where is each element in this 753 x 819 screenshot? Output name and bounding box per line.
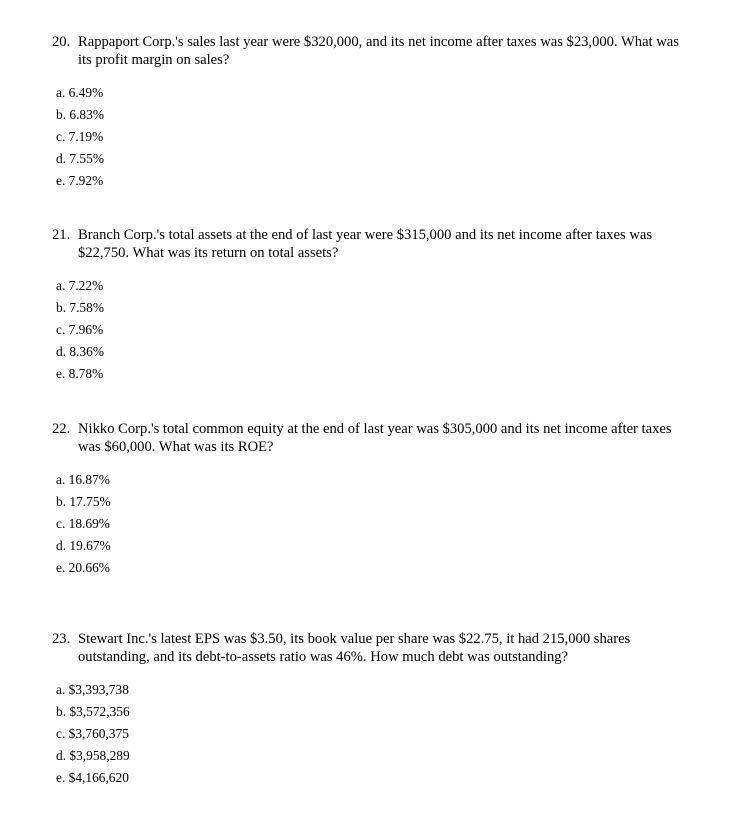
question-21 (52, 226, 692, 385)
choice-23-c: c. $3,760,375 (56, 726, 129, 741)
question-23-text-block (52, 630, 692, 666)
choice-20-b: b. 6.83% (56, 107, 104, 122)
choice-20-e: e. 7.92% (56, 173, 104, 188)
question-21-number: 21. (52, 227, 71, 243)
choice-20-a: a. 6.49% (56, 85, 104, 100)
choice-23-e: e. $4,166,620 (56, 770, 129, 785)
question-22-number: 22. (52, 421, 71, 437)
choice-22-b: b. 17.75% (56, 494, 111, 509)
question-20-text-block (52, 33, 692, 69)
question-23-prompt: Stewart Inc.'s latest EPS was $3.50, its book value per share was $22.75, it had 215,000 shares outstanding, and its debt-to-assets ratio was 46%. How much debt was outstanding? (78, 631, 631, 665)
choice-21-d: d. 8.36% (56, 344, 104, 359)
question-23-number: 23. (52, 631, 71, 647)
choice-21-b: b. 7.58% (56, 300, 104, 315)
choice-22-a: a. 16.87% (56, 472, 110, 487)
choice-21-a: a. 7.22% (56, 278, 104, 293)
question-20-choices (52, 82, 692, 192)
choice-23-a: a. $3,393,738 (56, 682, 129, 697)
question-22-prompt: Nikko Corp.'s total common equity at the end of last year was $305,000 and its net income after taxes was $60,000. What was its ROE? (78, 421, 672, 455)
choice-22-c: c. 18.69% (56, 516, 110, 531)
choice-23-b: b. $3,572,356 (56, 704, 130, 719)
question-20 (52, 33, 692, 192)
question-23-choices (52, 679, 692, 789)
choice-21-c: c. 7.96% (56, 322, 104, 337)
choice-22-e: e. 20.66% (56, 560, 110, 575)
question-22-choices (52, 469, 692, 579)
question-23 (52, 630, 692, 789)
choice-21-e: e. 8.78% (56, 366, 104, 381)
question-22-text-block (52, 420, 692, 456)
question-20-prompt: Rappaport Corp.'s sales last year were $320,000, and its net income after taxes was $23,000. What was its profit margin on sales? (78, 34, 679, 68)
question-21-text-block (52, 226, 692, 262)
question-21-prompt: Branch Corp.'s total assets at the end of last year were $315,000 and its net income after taxes was $22,750. What was its return on total assets? (78, 227, 653, 261)
question-20-number: 20. (52, 34, 71, 50)
choice-20-d: d. 7.55% (56, 151, 104, 166)
choice-23-d: d. $3,958,289 (56, 748, 130, 763)
question-21-choices (52, 275, 692, 385)
choice-20-c: c. 7.19% (56, 129, 104, 144)
question-22 (52, 420, 692, 579)
choice-22-d: d. 19.67% (56, 538, 111, 553)
